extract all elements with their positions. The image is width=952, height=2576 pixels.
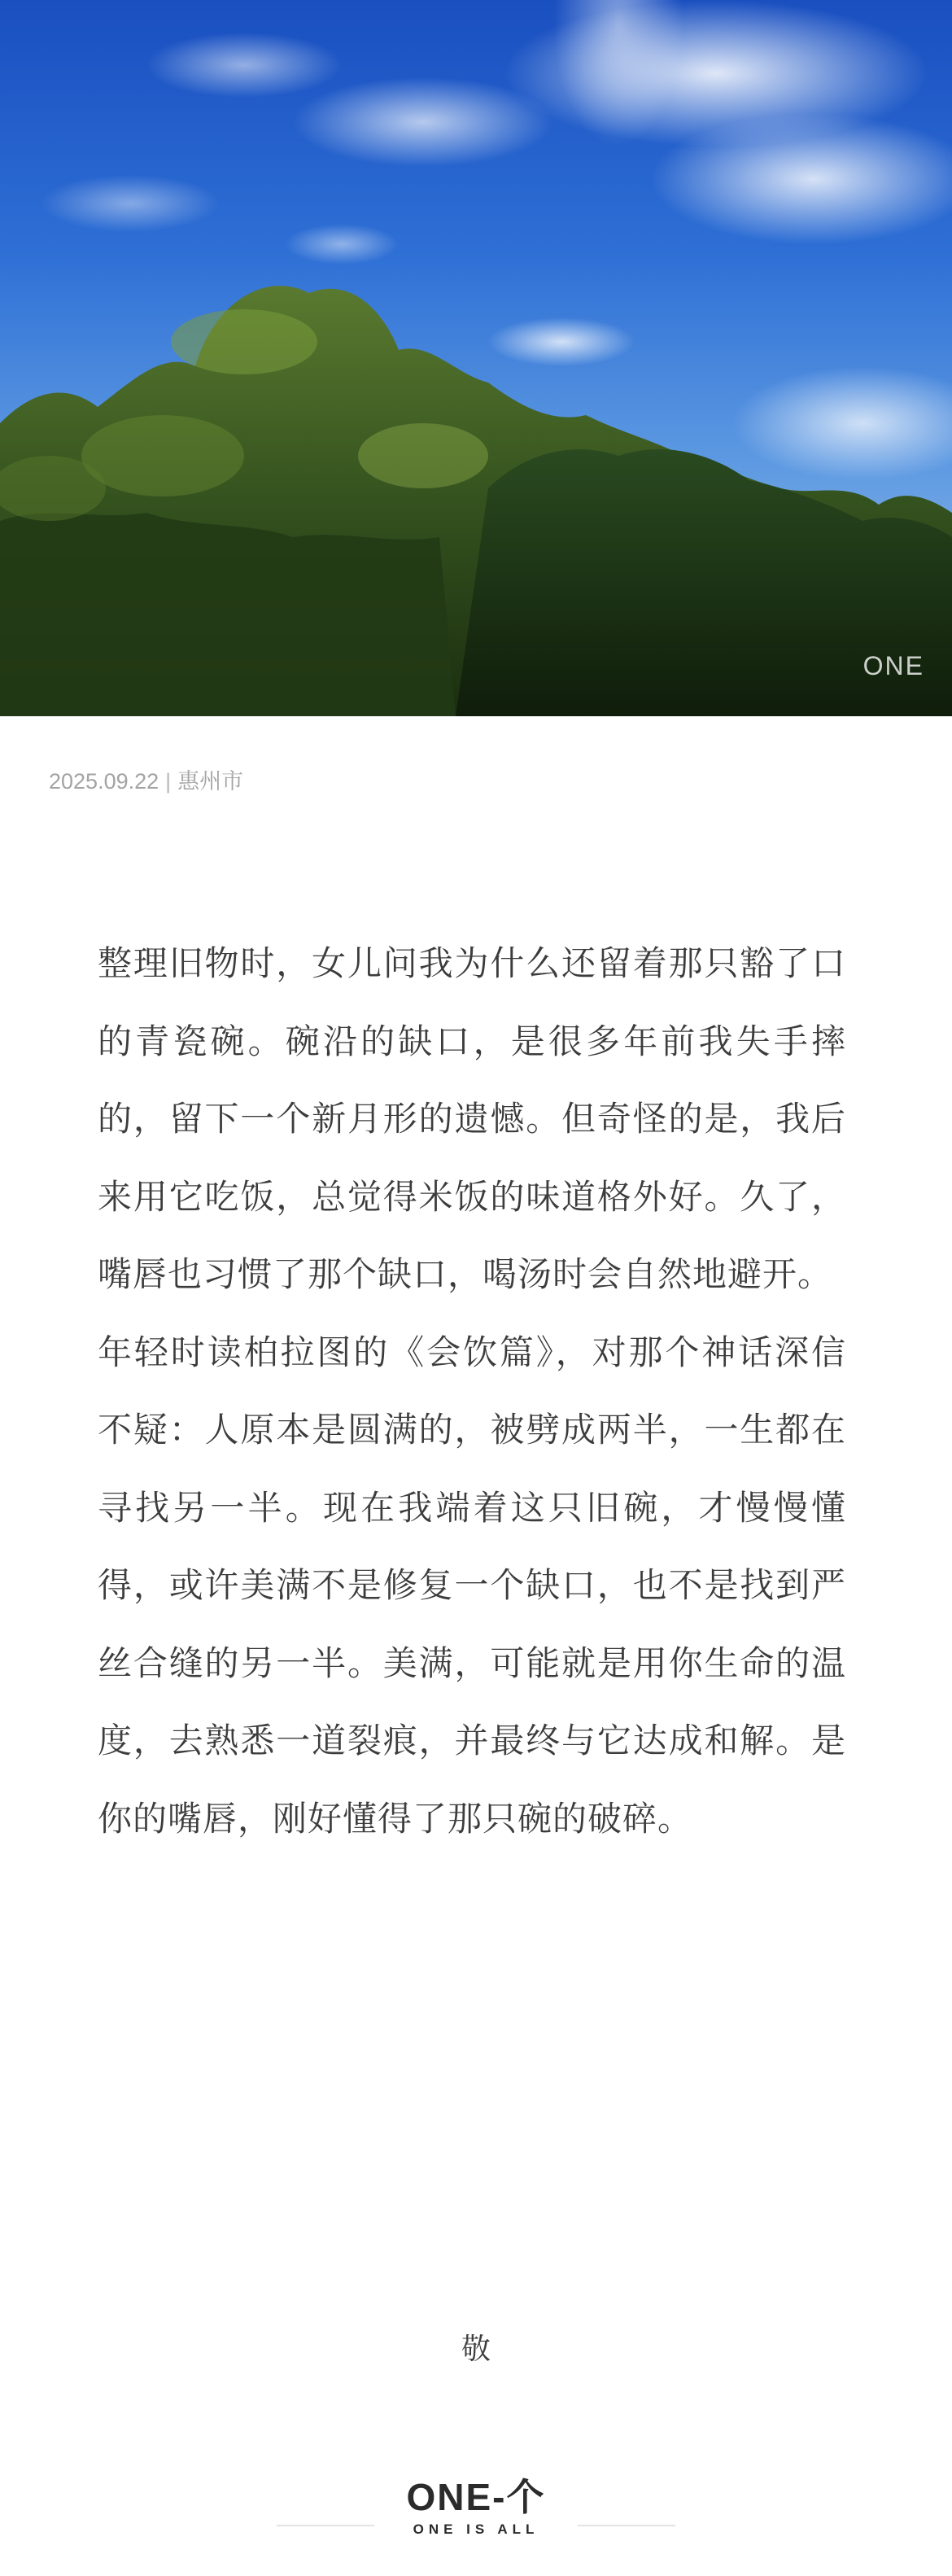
article-paragraph: 整理旧物时，女儿问我为什么还留着那只豁了口的青瓷碗。碗沿的缺口，是很多年前我失手摔的，留下一个新月形的遗憾。但奇怪的是，我后来用它吃饭，总觉得米饭的味道格外好。久了，嘴唇也习惯了那个缺口，喝汤时会自然地避开。: [98, 943, 846, 1294]
footer-brand: [0, 2474, 952, 2556]
hero-image: [0, 0, 952, 716]
closing-signoff: 敬: [461, 2333, 491, 2366]
sky-and-trees-photo: [0, 0, 952, 716]
meta-separator: |: [165, 769, 172, 794]
one-watermark: ONE: [862, 651, 924, 680]
article-paragraph: 年轻时读柏拉图的《会饮篇》，对那个神话深信不疑：人原本是圆满的，被劈成两半，一生都在寻找另一半。现在我端着这只旧碗，才慢慢懂得，或许美满不是修复一个缺口，也不是找到严丝合缝的另一半。美满，可能就是用你生命的温度，去熟悉一道裂痕，并最终与它达成和解。是你的嘴唇，刚好懂得了那只碗的破碎。: [98, 1332, 846, 1839]
post-location: 惠州市: [177, 769, 244, 794]
post-meta: [49, 763, 243, 795]
brand-block: [0, 2474, 952, 2538]
brand-slogan: ONE IS ALL: [413, 2521, 539, 2537]
article-body: [98, 925, 846, 1857]
post-date: 2025.09.22: [49, 769, 159, 794]
one-logo: ONE-个: [406, 2476, 546, 2518]
